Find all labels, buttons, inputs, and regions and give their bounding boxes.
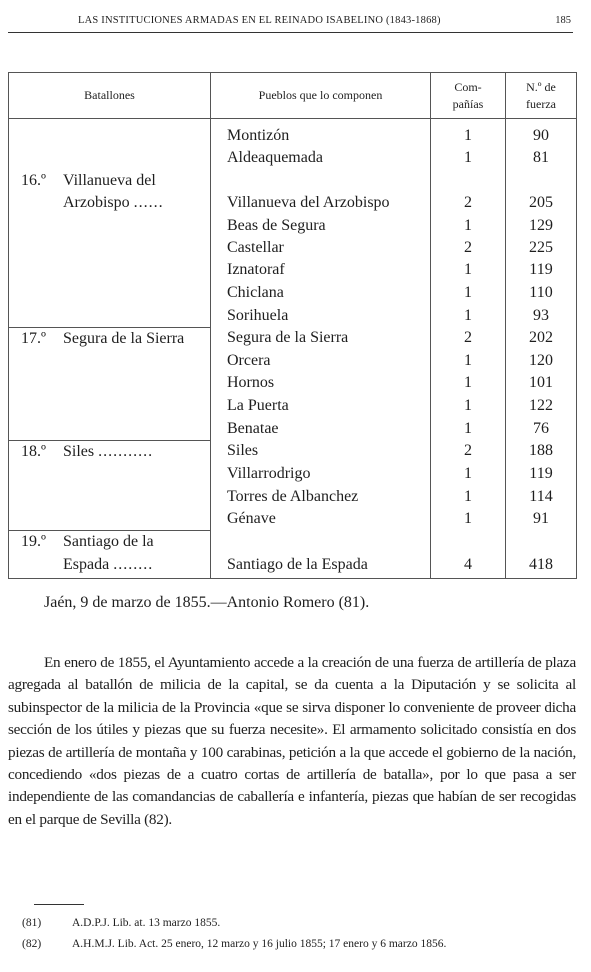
battalion-name: Siles bbox=[63, 442, 95, 460]
cell-batallon bbox=[9, 395, 211, 417]
cell-fuerza: 225 bbox=[506, 237, 577, 259]
cell-batallon bbox=[9, 440, 211, 463]
footnote-text: A.D.P.J. Lib. at. 13 marzo 1855. bbox=[72, 917, 221, 929]
cell-fuerza: 114 bbox=[506, 486, 577, 508]
cell-companias: 1 bbox=[431, 508, 506, 531]
table-row bbox=[9, 486, 577, 508]
table-row bbox=[9, 282, 577, 304]
cell-companias: 1 bbox=[431, 259, 506, 281]
battalion-name: Espada bbox=[63, 555, 110, 573]
cell-fuerza: 81 bbox=[506, 147, 577, 169]
battalion-number: 17.º bbox=[21, 329, 46, 347]
table-row bbox=[9, 119, 577, 148]
battalion-number: 16.º bbox=[21, 171, 46, 189]
leader-dots: ........... bbox=[98, 442, 154, 460]
cell-fuerza: 120 bbox=[506, 350, 577, 372]
cell-batallon bbox=[9, 282, 211, 304]
cell-fuerza: 93 bbox=[506, 304, 577, 327]
cell-fuerza: 110 bbox=[506, 282, 577, 304]
cell-pueblo: Montizón bbox=[211, 119, 431, 148]
header-fuerza-line1: N.º de bbox=[526, 79, 556, 94]
cell-companias: 1 bbox=[431, 486, 506, 508]
cell-fuerza: 202 bbox=[506, 327, 577, 350]
table-row bbox=[9, 395, 577, 417]
cell-pueblo: Hornos bbox=[211, 372, 431, 394]
cell-pueblo: Villarrodrigo bbox=[211, 463, 431, 485]
cell-pueblo: Chiclana bbox=[211, 282, 431, 304]
cell-companias bbox=[431, 170, 506, 192]
cell-pueblo: Sorihuela bbox=[211, 304, 431, 327]
cell-batallon bbox=[9, 508, 211, 531]
table-row bbox=[9, 531, 577, 554]
cell-pueblo: Iznatoraf bbox=[211, 259, 431, 281]
cell-pueblo: Torres de Albanchez bbox=[211, 486, 431, 508]
table-row bbox=[9, 417, 577, 440]
header-pueblos: Pueblos que lo componen bbox=[211, 73, 431, 119]
cell-fuerza: 129 bbox=[506, 215, 577, 237]
cell-batallon bbox=[9, 237, 211, 259]
table-row bbox=[9, 237, 577, 259]
battalion-table bbox=[8, 72, 576, 579]
footnote-mark: (81) bbox=[22, 917, 42, 929]
signature-line: Jaén, 9 de marzo de 1855.—Antonio Romero (81). bbox=[44, 594, 370, 611]
cell-batallon bbox=[9, 215, 211, 237]
table-row bbox=[9, 508, 577, 531]
cell-companias: 2 bbox=[431, 327, 506, 350]
cell-companias: 2 bbox=[431, 440, 506, 463]
header-companias-line2: pañías bbox=[452, 96, 484, 111]
cell-pueblo: Beas de Segura bbox=[211, 215, 431, 237]
cell-companias: 1 bbox=[431, 463, 506, 485]
cell-pueblo bbox=[211, 170, 431, 192]
table-row bbox=[9, 463, 577, 485]
header-companias-line1: Com- bbox=[454, 79, 482, 94]
footnote-text: A.H.M.J. Lib. Act. 25 enero, 12 marzo y 16 julio 1855; 17 enero y 6 marzo 1856. bbox=[72, 938, 447, 950]
cell-batallon bbox=[9, 486, 211, 508]
cell-pueblo: Santiago de la Espada bbox=[211, 554, 431, 579]
cell-batallon bbox=[9, 170, 211, 192]
footnote-divider bbox=[34, 904, 84, 905]
cell-batallon bbox=[9, 259, 211, 281]
table-row bbox=[9, 372, 577, 394]
cell-pueblo: Villanueva del Arzobispo bbox=[211, 192, 431, 214]
cell-companias: 1 bbox=[431, 147, 506, 169]
cell-batallon bbox=[9, 147, 211, 169]
table-row bbox=[9, 350, 577, 372]
cell-batallon bbox=[9, 463, 211, 485]
table-row bbox=[9, 440, 577, 463]
battalion-name: Arzobispo bbox=[63, 194, 130, 212]
table-row bbox=[9, 259, 577, 281]
cell-pueblo: Génave bbox=[211, 508, 431, 531]
cell-fuerza: 101 bbox=[506, 372, 577, 394]
battalion-name: Segura de la Sierra bbox=[63, 329, 185, 347]
battalion-number: 18.º bbox=[21, 442, 46, 460]
cell-fuerza: 418 bbox=[506, 554, 577, 579]
running-head bbox=[8, 6, 573, 33]
cell-fuerza: 90 bbox=[506, 119, 577, 148]
cell-pueblo bbox=[211, 531, 431, 554]
cell-pueblo: Aldeaquemada bbox=[211, 147, 431, 169]
table-row bbox=[9, 327, 577, 350]
cell-batallon bbox=[9, 417, 211, 440]
table-row bbox=[9, 192, 577, 214]
cell-companias: 1 bbox=[431, 372, 506, 394]
footnote-81 bbox=[22, 916, 220, 930]
cell-companias: 1 bbox=[431, 417, 506, 440]
table-body bbox=[9, 119, 577, 579]
cell-pueblo: Benatae bbox=[211, 417, 431, 440]
cell-pueblo: Castellar bbox=[211, 237, 431, 259]
table-row bbox=[9, 215, 577, 237]
leader-dots: ........ bbox=[113, 555, 154, 573]
cell-companias bbox=[431, 531, 506, 554]
cell-fuerza: 122 bbox=[506, 395, 577, 417]
table-row bbox=[9, 147, 577, 169]
table-row bbox=[9, 554, 577, 579]
cell-companias: 1 bbox=[431, 119, 506, 148]
cell-companias: 1 bbox=[431, 215, 506, 237]
header-fuerza-line2: fuerza bbox=[526, 96, 556, 111]
footnote-82 bbox=[22, 937, 446, 951]
leader-dots: ...... bbox=[133, 194, 164, 212]
cell-batallon bbox=[9, 327, 211, 350]
cell-fuerza: 119 bbox=[506, 259, 577, 281]
cell-fuerza: 76 bbox=[506, 417, 577, 440]
cell-fuerza bbox=[506, 170, 577, 192]
table-row bbox=[9, 170, 577, 192]
cell-batallon bbox=[9, 372, 211, 394]
battalion-name: Santiago de la bbox=[63, 533, 154, 551]
cell-pueblo: Segura de la Sierra bbox=[211, 327, 431, 350]
running-title: LAS INSTITUCIONES ARMADAS EN EL REINADO ISABELINO (1843-1868) bbox=[78, 15, 441, 26]
cell-batallon bbox=[9, 350, 211, 372]
cell-companias: 2 bbox=[431, 192, 506, 214]
header-fuerza bbox=[506, 73, 577, 119]
battalion-name: Villanueva del bbox=[63, 171, 156, 189]
table-row bbox=[9, 304, 577, 327]
cell-companias: 1 bbox=[431, 282, 506, 304]
header-batallones: Batallones bbox=[9, 73, 211, 119]
page-number: 185 bbox=[555, 15, 571, 26]
cell-batallon bbox=[9, 192, 211, 214]
cell-pueblo: Orcera bbox=[211, 350, 431, 372]
cell-batallon bbox=[9, 304, 211, 327]
cell-companias: 4 bbox=[431, 554, 506, 579]
battalion-number: 19.º bbox=[21, 533, 46, 551]
body-paragraph: En enero de 1855, el Ayuntamiento accede a la creación de una fuerza de artillería de plaza agregada al batallón de milicia de la capital, se da cuenta a la Diputación y se solicita al subinspector de la milicia de la Provincia «que se sirva disponer lo conveniente de proveer dicha sección de los útiles y piezas que su fuerza necesite». El armamento solicitado consistía en dos piezas de artillería de montaña y 100 carabinas, petición a la que accede el gobierno de la nación, concediendo «dos piezas de a cuatro cortas de artillería de batalla», por lo que pasa a ser independiente de las comandancias de caballería e infantería, piezas que habían de ser recogidas en el parque de Sevilla (82). bbox=[8, 654, 576, 828]
cell-companias: 1 bbox=[431, 350, 506, 372]
cell-fuerza: 188 bbox=[506, 440, 577, 463]
cell-fuerza: 119 bbox=[506, 463, 577, 485]
cell-batallon bbox=[9, 554, 211, 579]
header-companias bbox=[431, 73, 506, 119]
cell-companias: 1 bbox=[431, 395, 506, 417]
cell-batallon bbox=[9, 119, 211, 148]
footnote-mark: (82) bbox=[22, 938, 42, 950]
cell-companias: 1 bbox=[431, 304, 506, 327]
cell-companias: 2 bbox=[431, 237, 506, 259]
cell-fuerza: 91 bbox=[506, 508, 577, 531]
cell-fuerza: 205 bbox=[506, 192, 577, 214]
cell-batallon bbox=[9, 531, 211, 554]
cell-pueblo: Siles bbox=[211, 440, 431, 463]
cell-fuerza bbox=[506, 531, 577, 554]
cell-pueblo: La Puerta bbox=[211, 395, 431, 417]
table-header-row bbox=[9, 73, 577, 119]
